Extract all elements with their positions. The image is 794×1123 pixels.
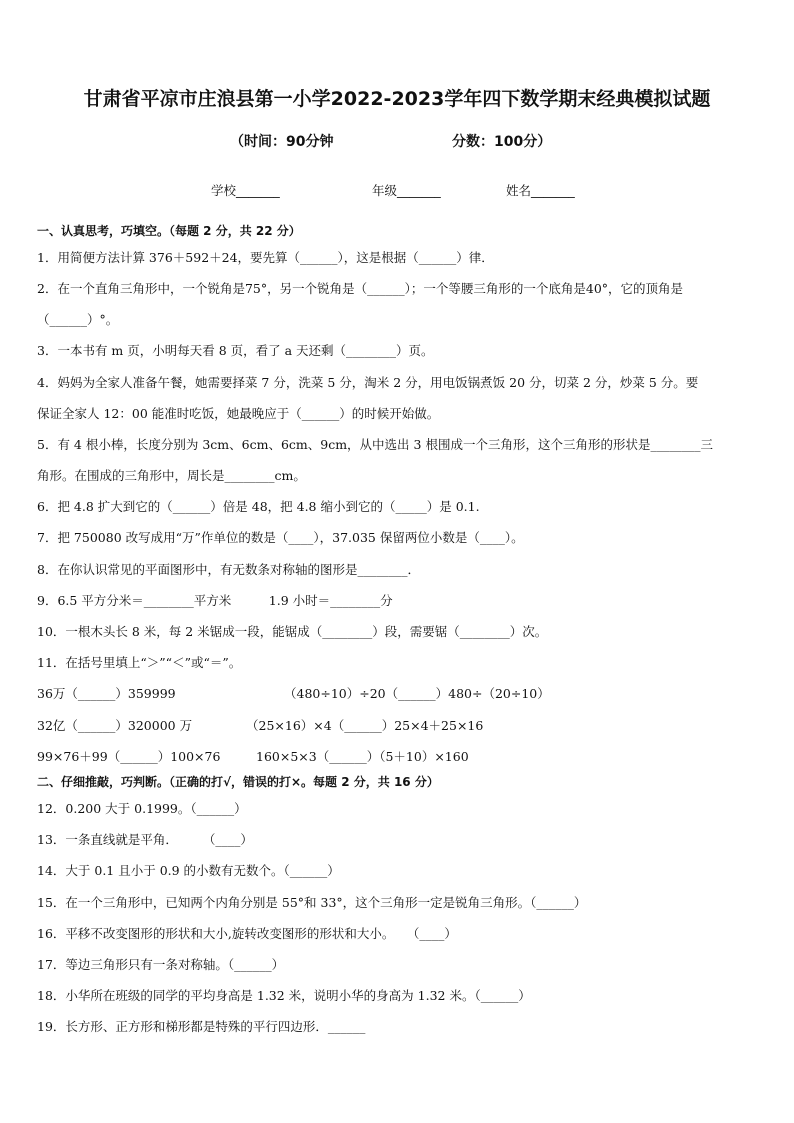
grade-field: 年级_______ <box>372 183 441 198</box>
question-19: 19．长方形、正方形和梯形都是特殊的平行四边形．______ <box>37 1019 366 1034</box>
question-13: 13．一条直线就是平角． （____） <box>37 832 253 847</box>
question-6: 6．把 4.8 扩大到它的（______）倍是 48，把 4.8 缩小到它的（_____）是 0.1. <box>37 499 480 514</box>
question-7: 7．把 750080 改写成用“万”作单位的数是（____），37.035 保留两位小数是（____）。 <box>37 530 524 545</box>
page-title: 甘肃省平凉市庄浪县第一小学2022-2023学年四下数学期末经典模拟试题 <box>83 88 711 110</box>
question-11-row-1-right: （480÷10）÷20（______）480÷（20÷10） <box>284 686 550 701</box>
question-10: 10．一根木头长 8 米，每 2 米锯成一段，能锯成（________）段，需要锯（________）次。 <box>37 624 548 639</box>
question-3: 3．一本书有 m 页，小明每天看 8 页，看了 a 天还剩（________）页。 <box>37 343 434 358</box>
question-18: 18．小华所在班级的同学的平均身高是 1.32 米，说明小华的身高为 1.32 米。（______） <box>37 988 531 1003</box>
question-2-line-1: 2．在一个直角三角形中，一个锐角是75°，另一个锐角是（______）；一个等腰三角形的一个底角是40°，它的顶角是 <box>37 281 684 296</box>
question-5-line-2: 角形。在围成的三角形中，周长是________cm。 <box>37 468 306 483</box>
question-11-row-2-left: 32亿（______）320000 万 <box>37 718 193 733</box>
question-4-line-1: 4．妈妈为全家人准备午餐，她需要择菜 7 分，洗菜 5 分，淘米 2 分，用电饭锅煮饭 20 分，切菜 2 分，炒菜 5 分。要 <box>37 375 699 390</box>
question-11-row-3-left: 99×76＋99（______）100×76 <box>37 749 221 764</box>
question-12: 12．0.200 大于 0.1999。（______） <box>37 801 247 816</box>
question-11-row-2-right: （25×16）×4（______）25×4＋25×16 <box>246 718 484 733</box>
question-16: 16．平移不改变图形的形状和大小,旋转改变图形的形状和大小。 （____） <box>37 926 457 941</box>
question-15: 15．在一个三角形中，已知两个内角分别是 55°和 33°，这个三角形一定是锐角三角形。（______） <box>37 895 587 910</box>
question-11: 11．在括号里填上“＞”“＜”或“＝”。 <box>37 655 242 670</box>
section-1-heading: 一、认真思考，巧填空。（每题 2 分，共 22 分） <box>37 224 301 238</box>
question-14: 14．大于 0.1 且小于 0.9 的小数有无数个。（______） <box>37 863 340 878</box>
question-1: 1．用简便方法计算 376＋592＋24，要先算（______），这是根据（______）律． <box>37 250 494 265</box>
question-11-row-1-left: 36万（______）359999 <box>37 686 176 701</box>
section-2-heading: 二、仔细推敲，巧判断。（正确的打√，错误的打×。每题 2 分，共 16 分） <box>37 775 439 789</box>
question-2-line-2: （______）°。 <box>37 312 119 327</box>
question-8: 8．在你认识常见的平面图形中，有无数条对称轴的图形是________． <box>37 562 420 577</box>
school-field: 学校_______ <box>211 183 280 198</box>
question-4-line-2: 保证全家人 12：00 能准时吃饭，她最晚应于（______）的时候开始做。 <box>37 406 440 421</box>
exam-score: 分数：100分） <box>452 134 552 150</box>
question-11-row-3-right: 160×5×3（______）（5＋10）×160 <box>256 749 469 764</box>
name-field: 姓名_______ <box>506 183 575 198</box>
question-5-line-1: 5．有 4 根小棒，长度分别为 3cm、6cm、6cm、9cm，从中选出 3 根围成一个三角形，这个三角形的形状是________三 <box>37 437 713 452</box>
question-17: 17．等边三角形只有一条对称轴。（______） <box>37 957 285 972</box>
question-9: 9．6.5 平方分米＝________平方米 1.9 小时＝________分 <box>37 593 393 608</box>
exam-time: （时间：90分钟 <box>230 134 334 150</box>
